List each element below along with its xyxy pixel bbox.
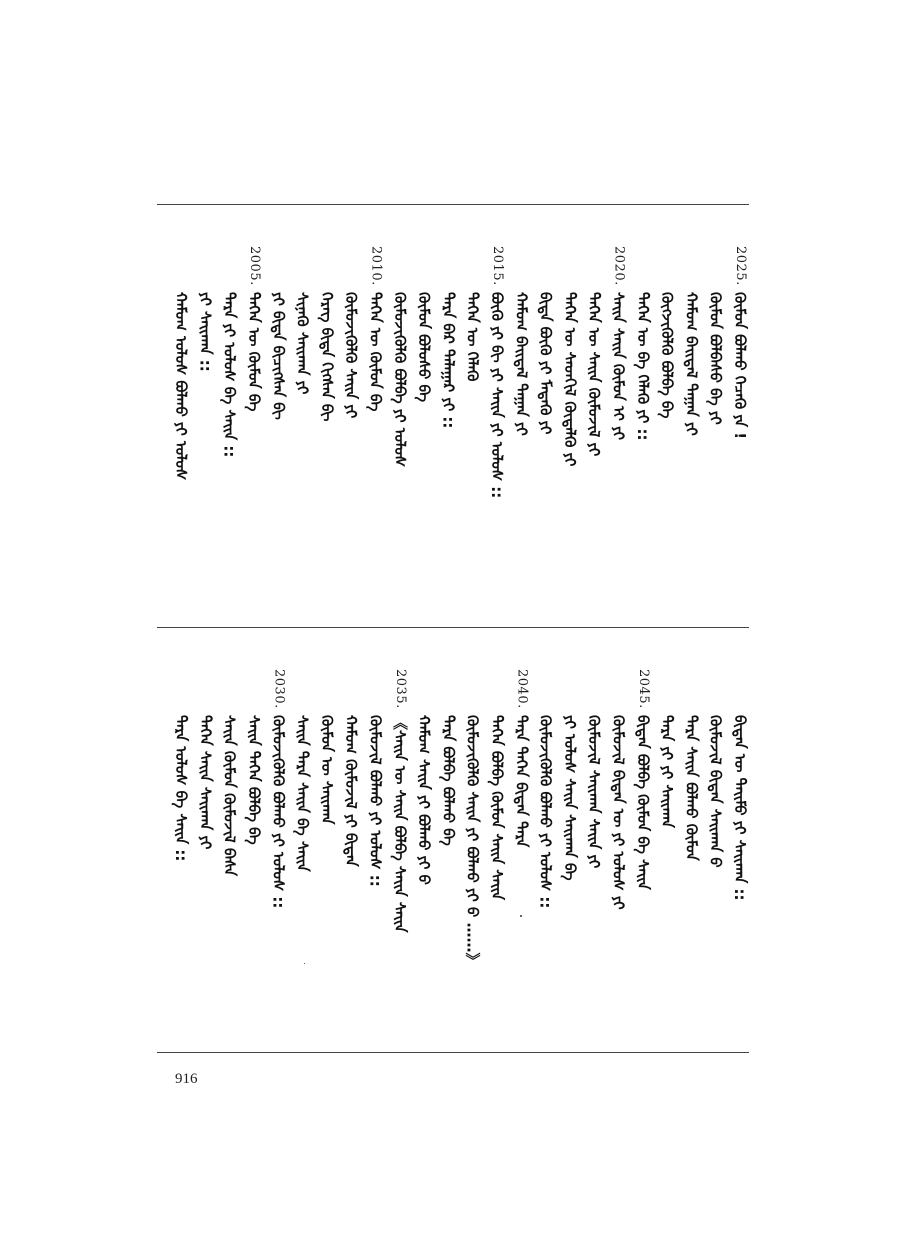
mongolian-verse-line: ᠲᠡᠭᠡᠨ ᠦ ᠪᠠ ᠬᠡᠯᠡᠬᠦ ᠶᠢ ::	[633, 292, 652, 441]
mongolian-verse-line: ᠬᠦᠮᠦᠨ ᠪᠣᠯᠪᠠᠰᠤ ᠪᠠ ᠶᠢ	[706, 292, 725, 425]
text-column	[292, 244, 314, 574]
text-column	[389, 667, 411, 997]
page-number: 916	[175, 1071, 198, 1087]
bottom-rule	[157, 1052, 749, 1053]
mongolian-verse-line: ᠲᠡᠭᠡᠨ ᠪᠣᠯᠪᠠ ᠬᠦᠮᠦᠨ ᠰᠠᠢᠨ ᠰᠠᠢᠨ	[488, 715, 506, 901]
mongolian-verse-line: ᠲᠡᠭᠡᠨ ᠰᠠᠢᠨ ᠰᠠᠢᠬᠠᠨ ᠶᠢ	[196, 715, 215, 850]
text-column	[729, 667, 751, 997]
text-column	[365, 667, 387, 997]
text-column	[389, 244, 411, 574]
top-rule	[157, 204, 749, 205]
mongolian-verse-line: ᠬᠠᠮᠤᠭ ᠪᠠᠢᠳᠠᠯ ᠲᠠᠭᠠᠨ ᠶᠢ	[512, 292, 531, 436]
speck-mark	[304, 963, 305, 964]
mongolian-verse-line: ᠬᠦᠮᠦᠵᠢᠭᠦᠯᠬᠦ ᠪᠣᠯᠪᠠ ᠶᠢ ᠤᠯᠤᠰ	[390, 292, 409, 467]
mongolian-verse-line: ᠶᠢ ᠤᠯᠤᠰ ᠰᠠᠢᠨ ᠰᠠᠢᠬᠠᠨ ᠪᠠ	[560, 715, 579, 881]
mongolian-verse-line: ᠰᠠᠢᠨ ᠲᠡᠷᠡ ᠰᠠᠢᠨ ᠪᠠ ᠰᠠᠢᠨ	[293, 715, 312, 872]
line-number: 2005.	[247, 246, 262, 286]
line-number: 2020.	[611, 246, 627, 286]
line-number: 2025.	[733, 246, 748, 286]
text-column	[680, 667, 702, 997]
text-column	[729, 244, 751, 574]
line-number: 2035.	[392, 669, 408, 709]
mongolian-verse-line: ᠪᠢᠳᠡᠨ ᠦ ᠳᠠᠢᠮᠤ ᠶᠢ ᠰᠠᠢᠬᠠᠨ ::	[731, 715, 749, 901]
mongolian-verse-line: ᠬᠦᠮᠦᠵᠢᠯ ᠪᠢᠳᠡᠨ ᠰᠠᠢᠬᠠᠨ ᠪ	[706, 715, 725, 868]
mongolian-verse-line: ᠬᠦᠮᠦᠨ ᠪᠣᠯᠣᠰᠤ ᠪᠠ	[415, 292, 434, 403]
text-column	[267, 667, 289, 997]
text-column	[705, 667, 727, 997]
line-number: 2030.	[271, 669, 287, 709]
text-column	[632, 244, 654, 574]
mongolian-verse-line: ᠬᠠᠮᠤᠭ ᠬᠦᠮᠦᠵᠢᠯ ᠶᠢ ᠪᠢᠳᠡᠨ	[342, 715, 361, 867]
text-column	[219, 244, 241, 574]
speck-mark	[520, 915, 522, 917]
mongolian-verse-line: ᠬᠦᠮᠦᠵᠢᠭᠦᠯᠬᠦ ᠰᠠᠢᠨ ᠶᠢ ᠪᠣᠯᠬᠣ ᠶᠢ ᠪ ……》	[463, 715, 482, 968]
text-column	[170, 667, 192, 997]
line-number: 2010.	[368, 246, 384, 286]
mongolian-verse-line: ᠰᠠᠢᠨ ᠰᠠᠢᠨ ᠬᠦᠮᠦᠨ ᠢ ᠶᠢ	[609, 292, 628, 440]
mongolian-verse-line: ᠰᠠᠢᠨ ᠲᠡᠭᠡᠨ ᠪᠣᠯᠪᠠ ᠪᠠ	[245, 715, 263, 845]
text-column	[219, 667, 241, 997]
mongolian-verse-line: ᠪᠢᠳᠡ ᠪᠦᠬᠦ ᠶᠢ ᠮᠡᠳᠡᠬᠦ ᠶᠢ	[536, 292, 555, 435]
mongolian-verse-line: ᠲᠡᠷᠡ ᠶᠢ ᠤᠯᠤᠰ ᠪᠠ ᠰᠠᠢᠨ ::	[220, 292, 239, 458]
mongolian-verse-line: ᠬᠠᠮᠤᠭ ᠰᠠᠢᠨ ᠶᠢ ᠪᠣᠯᠬᠣ ᠶᠢ ᠪ	[415, 715, 434, 885]
text-column	[194, 667, 216, 997]
text-column	[510, 667, 532, 997]
upper-text-block	[157, 244, 749, 574]
mongolian-verse-line: ᠲᠡᠭᠡᠨ ᠦ ᠬᠦᠮᠦᠨ ᠪᠠ	[366, 292, 385, 412]
text-column	[413, 244, 435, 574]
mongolian-verse-line: ᠲᠡᠭᠡᠨ ᠦ ᠰᠡᠳᠬᠢᠯ ᠬᠥᠳᠡᠯᠬᠦ ᠶᠢ	[560, 292, 579, 467]
mongolian-verse-line: ᠪᠢᠳᠡᠨ ᠪᠣᠯᠪᠠ ᠬᠦᠮᠦᠨ ᠪᠠ ᠰᠠᠢᠨ	[633, 715, 652, 890]
text-column	[194, 244, 216, 574]
mongolian-verse-line: ᠬᠦᠮᠦᠵᠢᠭᠦᠯᠬᠦ ᠪᠣᠯᠬᠣ ᠶᠢ ᠤᠯᠤᠰ ::	[269, 715, 288, 909]
mongolian-verse-line: ᠬᠠᠮᠤᠭ ᠤᠯᠤᠰ ᠪᠣᠯᠬᠣ ᠶᠢ ᠤᠯᠤᠰ	[172, 292, 191, 481]
mongolian-verse-line: ᠶᠢ ᠪᠢᠳᠡ ᠪᠢᠴᠢᠭᠰᠡᠨ ᠪᠢ	[269, 292, 288, 420]
text-column	[632, 667, 654, 997]
text-column	[462, 667, 484, 997]
mongolian-verse-line: ᠬᠦᠮᠦᠵᠢᠯ ᠪᠣᠯᠬᠣ ᠶᠢ ᠤᠯᠤᠰ ::	[366, 715, 385, 887]
text-column	[608, 244, 630, 574]
text-column	[680, 244, 702, 574]
text-column	[705, 244, 727, 574]
mongolian-verse-line: ᠲᠡᠷᠡ ᠪᠠᠷ ᠲᠠᠯᠠᠭᠠᠷ ᠶᠢ ::	[439, 292, 458, 429]
mongolian-verse-line: ᠬᠦᠮᠦᠨ ᠪᠣᠯᠬᠣ ᠬᠡᠴᠡᠭᠦ ᠶᠠ !	[731, 292, 749, 440]
text-column	[437, 667, 459, 997]
mongolian-verse-line: ᠲᠡᠭᠡᠨ ᠦ ᠬᠦᠮᠦᠨ ᠪᠠ	[245, 292, 263, 412]
middle-rule	[157, 627, 749, 628]
line-number: 2045.	[635, 669, 651, 709]
text-column	[462, 244, 484, 574]
text-column	[608, 667, 630, 997]
text-column	[170, 244, 192, 574]
text-column	[583, 667, 605, 997]
text-column	[243, 244, 265, 574]
mongolian-verse-line: ᠲᠡᠭᠡᠨ ᠦ ᠰᠠᠢᠨ ᠬᠦᠮᠦᠵᠢᠯ ᠶᠢ	[585, 292, 604, 457]
mongolian-verse-line: ᠬᠦᠭᠵᠢᠭᠦᠯᠬᠦ ᠪᠣᠯᠪᠠ ᠪᠠ	[658, 292, 677, 419]
mongolian-verse-line: ᠬᠦᠮᠦᠨ ᠦ ᠰᠠᠢᠬᠠᠨ	[317, 715, 336, 825]
mongolian-verse-line: ᠶᠢ ᠰᠠᠢᠬᠠᠨ ::	[196, 292, 215, 372]
mongolian-verse-line: ᠬᠦᠮᠦᠵᠢᠭᠦᠯᠬᠦ ᠪᠣᠯᠬᠣ ᠶᠢ ᠤᠯᠤᠰ ::	[536, 715, 555, 909]
text-column	[437, 244, 459, 574]
mongolian-verse-line: ᠬᠦᠮᠦᠵᠢᠭᠦᠯᠬᠦ ᠰᠠᠢᠨ ᠶᠢ	[342, 292, 361, 419]
mongolian-verse-line: ᠲᠡᠷᠡ ᠲᠡᠭᠡᠨ ᠪᠢᠳᠡᠨ ᠲᠡᠷᠡ	[512, 715, 531, 848]
line-number: 2040.	[514, 669, 530, 709]
text-column	[340, 244, 362, 574]
text-column	[656, 667, 678, 997]
text-column	[486, 244, 508, 574]
text-column	[243, 667, 265, 997]
mongolian-verse-line: ᠲᠡᠷᠡ ᠰᠠᠢᠨ ᠪᠣᠯᠬᠣ ᠬᠦᠮᠦᠨ	[682, 715, 701, 861]
mongolian-verse-line: ᠲᠡᠷᠡ ᠤᠯᠤᠰ ᠪᠠ ᠰᠠᠢᠨ ::	[172, 715, 191, 862]
lower-text-block	[157, 667, 749, 997]
mongolian-verse-line: ᠰᠢᠨᠡᠬᠦ ᠰᠠᠢᠬᠠᠨ ᠶᠢ	[293, 292, 312, 395]
mongolian-verse-line: ᠬᠠᠮᠤᠭ ᠪᠠᠢᠳᠠᠯ ᠲᠠᠭᠠᠨ ᠶᠢ	[682, 292, 701, 436]
mongolian-verse-line: ᠲᠡᠭᠡᠨ ᠦ ᠬᠡᠯᠡᠬᠦ	[463, 292, 482, 382]
mongolian-verse-line: 《ᠰᠠᠢᠨ ᠦ ᠰᠠᠢᠨ ᠪᠣᠯᠪᠠ ᠰᠠᠢᠨ ᠰᠠᠢᠨ	[390, 715, 409, 933]
text-column	[656, 244, 678, 574]
text-column	[535, 667, 557, 997]
mongolian-verse-line: ᠲᠡᠷᠡ ᠶᠢ ᠶᠢ ᠰᠠᠢᠬᠠᠨ	[658, 715, 677, 828]
mongolian-verse-line: ᠬᠡᠷᠡᠭ ᠪᠢᠳᠡ ᠬᠢᠭᠰᠡᠨ ᠪᠢ	[317, 292, 336, 422]
text-column	[583, 244, 605, 574]
text-column	[413, 667, 435, 997]
text-column	[365, 244, 387, 574]
mongolian-verse-line: ᠬᠦᠮᠦᠵᠢᠯ ᠪᠢᠳᠡᠨ ᠦ ᠶᠢ ᠤᠯᠤᠰ ᠶᠢ	[609, 715, 628, 910]
mongolian-verse-line: ᠰᠠᠢᠨ ᠬᠦᠮᠦᠨ ᠬᠦᠮᠦᠵᠢᠯ ᠪᠠᠰᠠ	[220, 715, 239, 877]
mongolian-verse-line: ᠲᠡᠷᠡ ᠪᠣᠯᠪᠠ ᠪᠣᠯᠬᠣ ᠪᠠ	[439, 715, 458, 846]
mongolian-verse-line: ᠪᠦᠬᠦ ᠶᠢ ᠪᠢ ᠶᠢ ᠰᠠᠢᠨ ᠶᠢ ᠤᠯᠤᠰ ::	[488, 292, 506, 499]
text-column	[510, 244, 532, 574]
text-column	[486, 667, 508, 997]
text-column	[559, 667, 581, 997]
text-column	[267, 244, 289, 574]
text-column	[316, 667, 338, 997]
mongolian-verse-line: ᠬᠦᠮᠦᠵᠢᠯ ᠰᠠᠢᠬᠠᠨ ᠰᠠᠢᠨ ᠶᠢ	[585, 715, 604, 869]
text-column	[340, 667, 362, 997]
text-column	[559, 244, 581, 574]
line-number: 2015.	[490, 246, 505, 286]
text-column	[535, 244, 557, 574]
text-column	[316, 244, 338, 574]
text-column	[292, 667, 314, 997]
